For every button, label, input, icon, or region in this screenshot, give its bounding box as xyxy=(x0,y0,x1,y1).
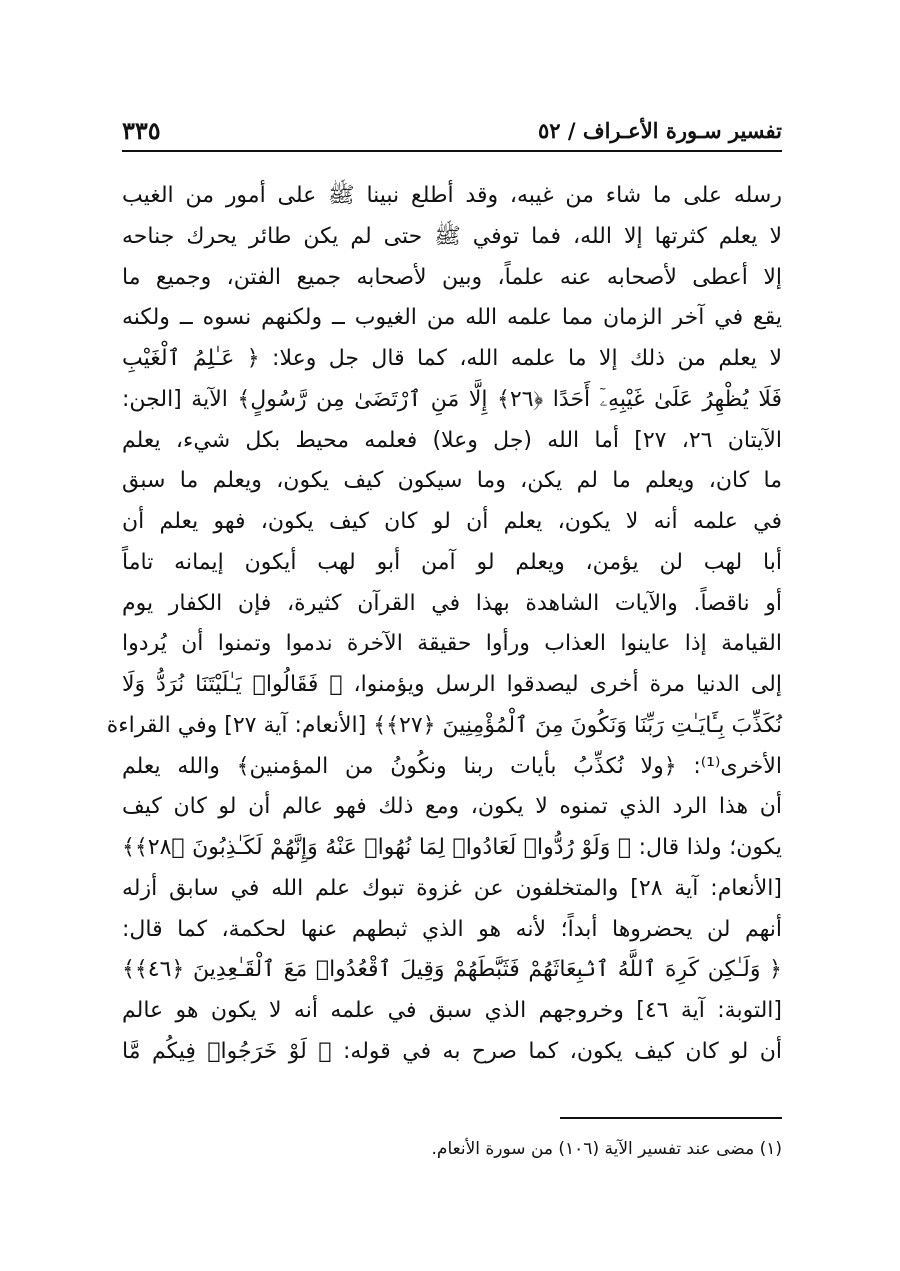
text-line: الآيتان ٢٦، ٢٧] أما الله (جل وعلا) فعلمه محيط بكل شيء، يعلم xyxy=(122,427,782,453)
text-line: إلا أعطى لأصحابه عنه علماً، وبين لأصحابه جميع الفتن، وجميع ما xyxy=(122,264,782,290)
text-line: فَلَا يُظْهِرُ عَلَىٰ غَيْبِهِۦٓ أَحَدًا ﴿٢٦﴾ إِلَّا مَنِ ٱرْتَضَىٰ مِن رَّسُولٍ﴾ الآية [الجن: xyxy=(122,386,782,412)
text-line: في علمه أنه لا يكون، يعلم أن لو كان كيف يكون، فهو يعلم أن xyxy=(122,509,782,534)
text-line: أبا لهب لن يؤمن، ويعلم لو آمن أبو لهب أيكون إيمانه تاماً xyxy=(122,549,782,575)
text-line: يقع في آخر الزمان مما علمه الله من الغيوب ــ ولكنهم نسوه ــ ولكنه xyxy=(122,305,782,331)
text-line: ﴿ وَلَـٰكِن كَرِهَ ٱللَّهُ ٱنۢبِعَاثَهُمْ فَثَبَّطَهُمْ وَقِيلَ ٱقْعُدُوا۟ مَعَ ٱلْقَـٰعِدِينَ ﴿٤٦﴾﴾ xyxy=(122,957,782,983)
page-header xyxy=(122,112,782,146)
text-line: [الأنعام: آية ٢٨] والمتخلفون عن غزوة تبوك علم الله في سابق أزله xyxy=(122,875,782,901)
text-line: رسله على ما شاء من غيبه، وقد أطلع نبينا ﷺ على أمور من الغيب xyxy=(122,183,782,208)
text-line: لا يعلم من ذلك إلا ما علمه الله، كما قال جل وعلا: ﴿ عَـٰلِمُ ٱلْغَيْبِ xyxy=(122,346,782,371)
footnote: (١) مضى عند تفسير الآية (١٠٦) من سورة الأنعام. xyxy=(431,1139,782,1159)
text-line: القيامة إذا عاينوا العذاب ورأوا حقيقة الآخرة ندموا وتمنوا أن يُردوا xyxy=(122,631,782,657)
text-line: ما كان، ويعلم ما لم يكن، وما سيكون كيف يكون، ويعلم ما سبق xyxy=(122,468,782,494)
text-line: إلى الدنيا مرة أخرى ليصدقوا الرسل ويؤمنوا، ﴿ فَقَالُوا۟ يَـٰلَيْتَنَا نُرَدُّ وَلَا xyxy=(122,672,782,697)
text-line: أو ناقصاً. والآيات الشاهدة بهذا في القرآن كثيرة، فإن الكفار يوم xyxy=(122,590,782,616)
header-divider xyxy=(122,150,782,152)
running-title: تفسير سـورة الأعـراف / ٥٢ xyxy=(537,118,782,143)
text-line: أن لو كان كيف يكون، كما صرح به في قوله: ﴿ لَوْ خَرَجُوا۟ فِيكُم مَّا xyxy=(122,1038,782,1064)
body-text xyxy=(106,176,783,1073)
text-line: لا يعلم كثرتها إلا الله، فما توفي ﷺ حتى لم يكن طائر يحرك جناحه xyxy=(122,223,782,249)
footnote-divider xyxy=(560,1117,782,1119)
text-line: الأخرى⁽¹⁾: ﴿ولا نُكذِّبُ بأيات ربنا ونكُونُ من المؤمنين﴾ والله يعلم xyxy=(122,753,782,779)
text-line: أنهم لن يحضروها أبداً؛ لأنه هو الذي ثبطهم عنها لحكمة، كما قال: xyxy=(122,916,782,942)
page-number: ٣٣٥ xyxy=(122,116,161,145)
text-line: يكون؛ ولذا قال: ﴿ وَلَوْ رُدُّوا۟ لَعَادُوا۟ لِمَا نُهُوا۟ عَنْهُ وَإِنَّهُمْ لَكَـٰذِبُونَ ﴿٢٨﴾﴾ xyxy=(122,835,782,860)
text-line: أن هذا الرد الذي تمنوه لا يكون، ومع ذلك فهو عالم أن لو كان كيف xyxy=(122,794,782,820)
text-line: [التوبة: آية ٤٦] وخروجهم الذي سبق في علمه أنه لا يكون هو عالم xyxy=(122,998,783,1023)
text-line: نُكَذِّبَ بِـَٔايَـٰتِ رَبِّنَا وَنَكُونَ مِنَ ٱلْمُؤْمِنِينَ ﴿٢٧﴾﴾ [الأنعام: آية ٢٧] وفي القراءة xyxy=(106,712,782,738)
